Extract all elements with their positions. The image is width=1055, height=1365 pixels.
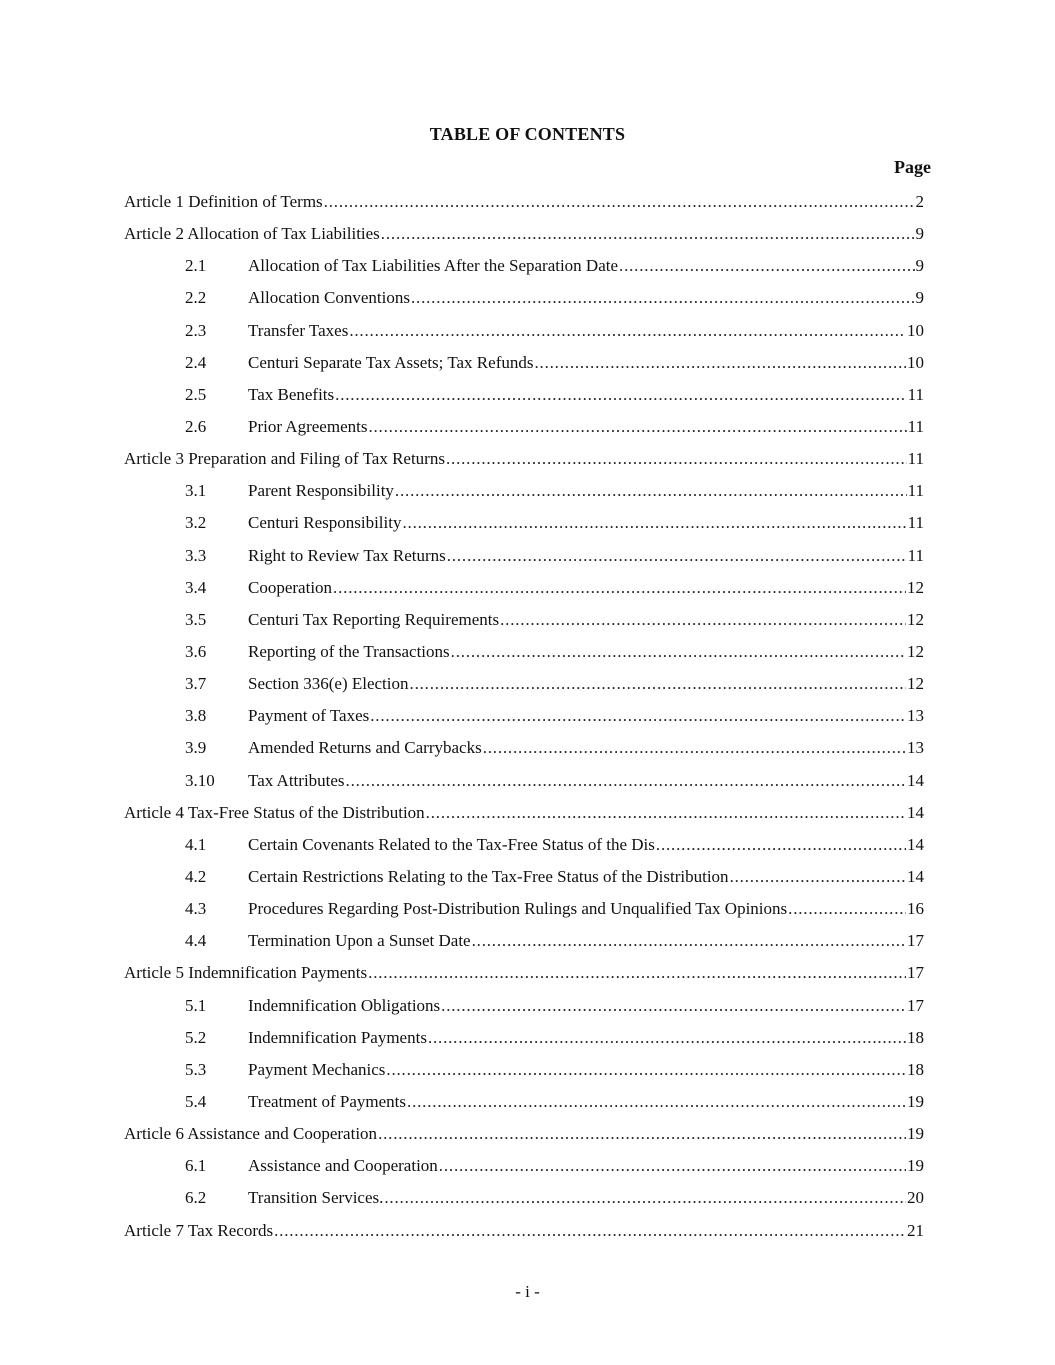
- dot-leader: [333, 578, 906, 598]
- entry-number: 3.10: [185, 770, 215, 790]
- dot-leader: [395, 481, 907, 501]
- toc-article-entry[interactable]: [124, 186, 924, 218]
- entry-page-number: 14: [907, 770, 924, 790]
- toc-article-entry[interactable]: [124, 1215, 924, 1247]
- dot-leader: [619, 256, 914, 276]
- entry-title: Prior Agreements: [248, 417, 368, 437]
- entry-title: Allocation Conventions: [248, 288, 410, 308]
- entry-page-number: 17: [907, 995, 924, 1015]
- dot-leader: [402, 513, 906, 533]
- toc-section-entry[interactable]: [124, 282, 924, 314]
- toc-article-entry[interactable]: [124, 443, 924, 475]
- entry-title: Section 336(e) Election: [248, 674, 409, 694]
- toc-section-entry[interactable]: [124, 732, 924, 764]
- entry-page-number: 10: [907, 352, 924, 372]
- entry-title: Reporting of the Transactions: [248, 642, 450, 662]
- toc-section-entry[interactable]: [124, 379, 924, 411]
- page-number-footer: - i -: [515, 1282, 540, 1301]
- toc-section-entry[interactable]: [124, 925, 924, 957]
- toc-section-entry[interactable]: [124, 893, 924, 925]
- dot-leader: [447, 546, 907, 566]
- entry-number: 2.2: [185, 288, 207, 308]
- entry-title: Article 1 Definition of Terms: [124, 192, 323, 212]
- toc-section-entry[interactable]: [124, 700, 924, 732]
- entry-number: 6.2: [185, 1188, 207, 1208]
- toc-section-entry[interactable]: [124, 829, 924, 861]
- entry-title: Article 7 Tax Records: [124, 1220, 274, 1240]
- dot-leader: [411, 288, 915, 308]
- entry-title: Certain Restrictions Relating to the Tax-Free Status of the Distribution: [248, 867, 729, 887]
- entry-page-number: 14: [907, 834, 924, 854]
- toc-section-entry[interactable]: [124, 572, 924, 604]
- dot-leader: [407, 1092, 906, 1112]
- entry-page-number: 17: [907, 963, 924, 983]
- toc-section-entry[interactable]: [124, 1150, 924, 1182]
- entry-page-number: 13: [907, 738, 924, 758]
- entry-number: 3.9: [185, 738, 207, 758]
- entry-number: 2.1: [185, 256, 207, 276]
- entry-number: 4.4: [185, 931, 207, 951]
- dot-leader: [500, 610, 906, 630]
- dot-leader: [386, 1060, 906, 1080]
- toc-section-entry[interactable]: [124, 1022, 924, 1054]
- entry-title: Article 4 Tax-Free Status of the Distribution: [124, 802, 425, 822]
- dot-leader: [378, 1124, 906, 1144]
- dot-leader: [335, 385, 906, 405]
- dot-leader: [368, 417, 906, 437]
- entry-title: Article 5 Indemnification Payments: [124, 963, 368, 983]
- entry-number: 5.4: [185, 1092, 207, 1111]
- dot-leader: [439, 1156, 906, 1176]
- entry-number: 2.3: [185, 320, 207, 340]
- entry-title: Indemnification Obligations: [248, 995, 441, 1015]
- entry-title: Parent Responsibility: [248, 481, 394, 501]
- entry-title: Article 3 Preparation and Filing of Tax Returns: [124, 449, 445, 469]
- entry-page-number: 9: [915, 224, 924, 244]
- entry-title: Payment of Taxes: [248, 706, 370, 726]
- entry-page-number: 19: [907, 1124, 924, 1144]
- dot-leader: [349, 321, 906, 341]
- entry-number: 3.2: [185, 513, 207, 533]
- entry-title: Treatment of Payments: [248, 1092, 407, 1111]
- entry-number: 3.1: [185, 481, 207, 501]
- entry-title: Amended Returns and Carrybacks: [248, 738, 482, 758]
- toc-section-entry[interactable]: [124, 347, 924, 379]
- toc-section-entry[interactable]: [124, 636, 924, 668]
- entry-page-number: 12: [907, 642, 924, 662]
- entry-number: 4.3: [185, 899, 207, 919]
- entry-page-number: 19: [907, 1156, 924, 1176]
- dot-leader: [730, 867, 906, 887]
- entry-title: Tax Attributes: [248, 770, 345, 790]
- entry-title: Tax Benefits: [248, 384, 335, 404]
- entry-number: 3.6: [185, 642, 207, 662]
- toc-section-entry[interactable]: [124, 1086, 924, 1118]
- toc-list: [124, 186, 924, 1247]
- dot-leader: [483, 738, 906, 758]
- toc-article-entry[interactable]: [124, 218, 924, 250]
- dot-leader: [441, 996, 906, 1016]
- entry-page-number: 18: [907, 1059, 924, 1079]
- entry-number: 2.5: [185, 384, 207, 404]
- dot-leader: [428, 1028, 906, 1048]
- entry-page-number: 14: [907, 867, 924, 887]
- entry-page-number: 12: [907, 674, 924, 694]
- entry-page-number: 19: [907, 1092, 924, 1111]
- entry-title: Payment Mechanics: [248, 1059, 386, 1079]
- dot-leader: [381, 224, 915, 244]
- dot-leader: [324, 192, 915, 212]
- entry-title: Cooperation: [248, 577, 333, 597]
- entry-page-number: 21: [907, 1220, 924, 1240]
- entry-title: Assistance and Cooperation: [248, 1156, 438, 1176]
- entry-number: 5.2: [185, 1027, 207, 1047]
- toc-section-entry[interactable]: [124, 411, 924, 443]
- page-column-header: Page: [894, 157, 931, 177]
- entry-title: Centuri Separate Tax Assets; Tax Refunds: [248, 352, 534, 372]
- entry-title: Indemnification Payments: [248, 1027, 427, 1047]
- toc-section-entry[interactable]: [124, 1182, 924, 1214]
- toc-section-entry[interactable]: [124, 604, 924, 636]
- toc-section-entry[interactable]: [124, 507, 924, 539]
- dot-leader: [368, 963, 906, 983]
- entry-title: Centuri Responsibility: [248, 513, 402, 533]
- entry-page-number: 13: [907, 706, 924, 726]
- dot-leader: [384, 1188, 906, 1208]
- entry-number: 3.5: [185, 609, 207, 629]
- entry-number: 3.7: [185, 674, 207, 694]
- dot-leader: [656, 835, 906, 855]
- toc-section-entry[interactable]: [124, 540, 924, 572]
- dot-leader: [446, 449, 907, 469]
- entry-page-number: 11: [907, 384, 924, 404]
- entry-page-number: 18: [907, 1027, 924, 1047]
- entry-number: 3.4: [185, 577, 207, 597]
- entry-title: Article 2 Allocation of Tax Liabilities: [124, 224, 380, 244]
- dot-leader: [346, 771, 906, 791]
- toc-article-entry[interactable]: [124, 797, 924, 829]
- entry-number: 2.6: [185, 417, 207, 437]
- entry-title: Allocation of Tax Liabilities After the Separation Date: [248, 256, 619, 276]
- entry-page-number: 12: [907, 609, 924, 629]
- toc-section-entry[interactable]: [124, 1054, 924, 1086]
- entry-number: 6.1: [185, 1156, 207, 1176]
- toc-section-entry[interactable]: [124, 668, 924, 700]
- entry-number: 5.1: [185, 995, 207, 1015]
- entry-title: Right to Review Tax Returns: [248, 545, 446, 565]
- entry-page-number: 11: [907, 513, 924, 533]
- toc-section-entry[interactable]: [124, 475, 924, 507]
- entry-number: 5.3: [185, 1059, 207, 1079]
- entry-page-number: 11: [907, 449, 924, 469]
- entry-title: Certain Covenants Related to the Tax-Free Status of the Dis: [248, 834, 655, 854]
- toc-section-entry[interactable]: [124, 315, 924, 347]
- toc-article-entry[interactable]: [124, 957, 924, 989]
- dot-leader: [426, 803, 906, 823]
- entry-title: Termination Upon a Sunset Date: [248, 931, 471, 951]
- entry-number: 3.8: [185, 706, 207, 726]
- entry-title: Procedures Regarding Post-Distribution Rulings and Unqualified Tax Opinions: [248, 899, 788, 919]
- entry-page-number: 11: [907, 417, 924, 437]
- dot-leader: [410, 674, 906, 694]
- dot-leader: [534, 353, 906, 373]
- entry-page-number: 16: [907, 899, 924, 919]
- entry-page-number: 9: [915, 288, 924, 308]
- entry-page-number: 10: [907, 320, 924, 340]
- entry-title: Article 6 Assistance and Cooperation: [124, 1124, 378, 1144]
- dot-leader: [472, 931, 906, 951]
- entry-number: 3.3: [185, 545, 207, 565]
- entry-page-number: 11: [907, 545, 924, 565]
- entry-number: 2.4: [185, 352, 207, 372]
- entry-page-number: 12: [907, 577, 924, 597]
- dot-leader: [370, 706, 906, 726]
- toc-section-entry[interactable]: [124, 861, 924, 893]
- toc-section-entry[interactable]: [124, 990, 924, 1022]
- entry-number: 4.2: [185, 867, 207, 887]
- entry-page-number: 20: [907, 1188, 924, 1208]
- entry-title: Transition Services.: [248, 1188, 384, 1208]
- entry-page-number: 17: [907, 931, 924, 951]
- entry-title: Transfer Taxes: [248, 320, 349, 340]
- toc-article-entry[interactable]: [124, 1118, 924, 1150]
- entry-page-number: 14: [907, 802, 924, 822]
- dot-leader: [788, 899, 906, 919]
- dot-leader: [274, 1221, 906, 1241]
- entry-number: 4.1: [185, 834, 207, 854]
- entry-page-number: 11: [907, 481, 924, 501]
- entry-page-number: 2: [915, 192, 924, 212]
- toc-section-entry[interactable]: [124, 765, 924, 797]
- entry-title: Centuri Tax Reporting Requirements: [248, 609, 500, 629]
- dot-leader: [451, 642, 906, 662]
- toc-title: TABLE OF CONTENTS: [429, 124, 626, 144]
- entry-page-number: 9: [915, 256, 924, 276]
- toc-section-entry[interactable]: [124, 250, 924, 282]
